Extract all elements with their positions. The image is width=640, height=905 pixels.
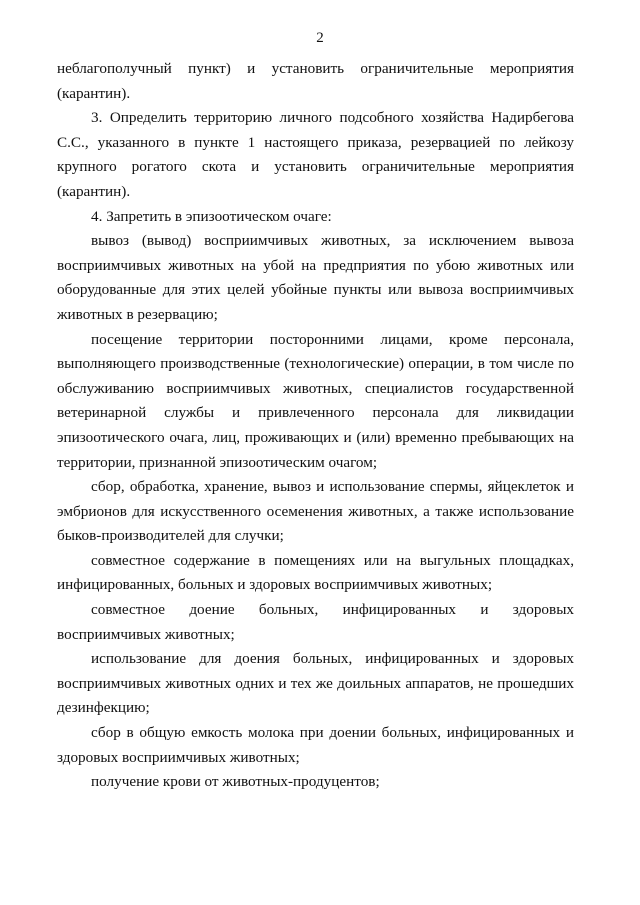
paragraph-ban-joint-keeping: совместное содержание в помещениях или на выгульных площадках, инфицированных, больных и здоровых восприимчивых животных; (57, 551, 574, 594)
paragraph-item-4: 4. Запретить в эпизоотическом очаге: (91, 207, 332, 225)
paragraph-ban-common-milk-container: сбор в общую емкость молока при доении больных, инфицированных и здоровых восприимчивых животных; (57, 724, 574, 766)
paragraph-ban-blood-collection: получение крови от животных-продуцентов; (91, 773, 380, 791)
paragraph-ban-joint-milking: совместное доение больных, инфицированных и здоровых восприимчивых животных; (57, 601, 574, 643)
page-number: 2 (316, 30, 324, 46)
document-body (57, 57, 574, 795)
paragraph-ban-visits: посещение территории посторонними лицами, кроме персонала, выполняющего производственные (технологические) операции, в том числе по обслуживанию восприимчивых животных, специалистов государственной ветеринарной службы и привлеченного персонала для ликвидации эпизоотического очага, лиц, проживающих и (или) временно пребывающих на территории, признанной эпизоотическим очагом; (57, 330, 574, 471)
paragraph-quarantine-continuation: неблагополучный пункт) и установить ограничительные мероприятия (карантин). (57, 60, 574, 102)
paragraph-item-3: 3. Определить территорию личного подсобного хозяйства Надирбегова С.С., указанного в пункте 1 настоящего приказа, резервацией по лейкозу крупного рогатого скота и установить ограничительные мероприятия (карантин). (57, 109, 574, 200)
paragraph-ban-sperm: сбор, обработка, хранение, вывоз и использование спермы, яйцеклеток и эмбрионов для искусственного осеменения животных, а также использование быков-производителей для случки; (57, 478, 574, 545)
paragraph-ban-export: вывоз (вывод) восприимчивых животных, за исключением вывоза восприимчивых животных на убой на предприятия по убою животных или оборудованные для этих целей убойные пункты или вывоза восприимчивых животных в резервацию; (57, 232, 574, 323)
paragraph-ban-shared-apparatus: использование для доения больных, инфицированных и здоровых восприимчивых животных одних и тех же доильных аппаратов, не прошедших дезинфекцию; (57, 650, 574, 717)
